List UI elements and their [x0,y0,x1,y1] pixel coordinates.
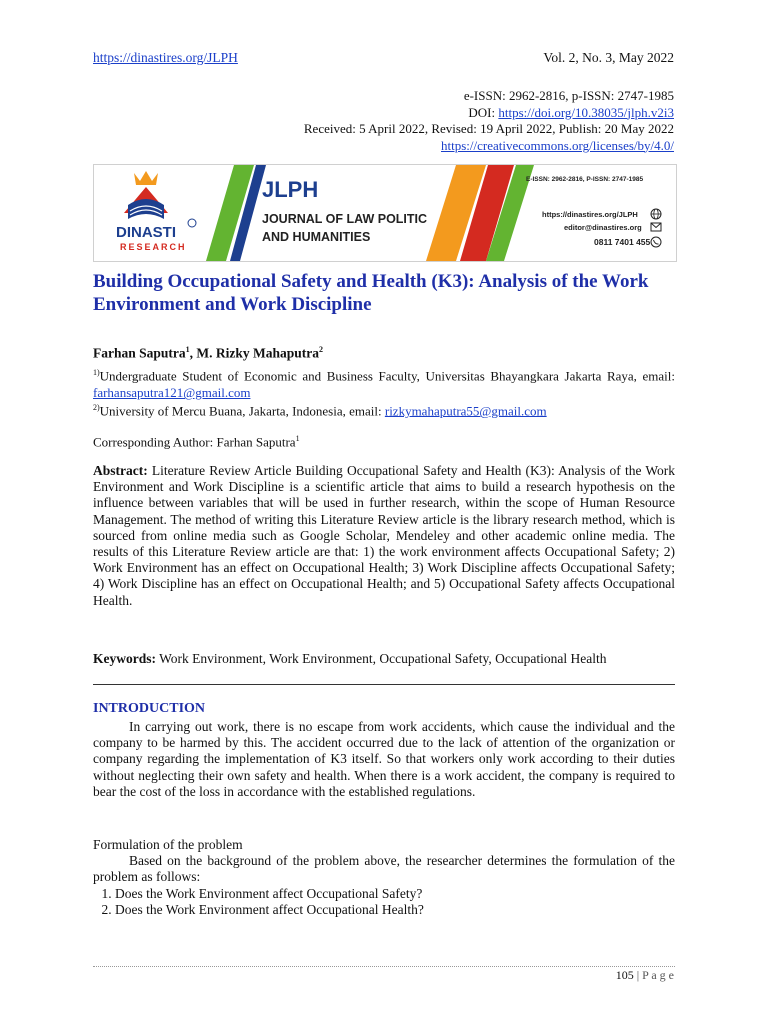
running-header [93,50,674,66]
keywords [93,651,675,667]
banner-website: https://dinastires.org/JLPH [542,210,638,219]
journal-banner [93,164,677,262]
publisher-name: DINASTI [116,224,176,241]
crown-icon [134,171,158,185]
author-name: M. Rizky Mahaputra [196,345,320,361]
footer-divider [93,966,675,967]
author-name: Farhan Saputra [93,345,186,361]
banner-email: editor@dinastires.org [564,223,642,232]
affiliation-2 [93,399,675,419]
publisher-sub: RESEARCH [120,242,187,252]
dates-line: Received: 5 April 2022, Revised: 19 April 2022, Publish: 20 May 2022 [303,121,674,136]
banner-phone: 0811 7401 455 [594,237,651,247]
article-meta [304,88,674,154]
corresponding-author [93,430,675,450]
corresponding-marker: 1 [295,434,300,443]
abstract-text: Literature Review Article Building Occupational Safety and Health (K3): Analysis of the Work Environment and Work Discipline is a scientific article that aims to build a research hypothesis on the influence between variables that will be used in further research, within the scope of Human Resource Management. The method of writing this Literature Review article is the library research method, which is sourced from online media such as Google Scholar, Mendeley and other academic online media. The results of this Literature Review article are that: 1) the work environment affects Occupational Safety; 2) Work Environment has an effect on Occupational Health; 3) Work Discipline affects Occupational Safety; 4) Work Discipline has an effect on Occupational Health; and 5) Occupational Safety affects Occupational Health. [93,463,675,608]
author1-email-link[interactable]: farhansaputra121@gmail.com [93,385,251,401]
author-separator: , [189,345,197,361]
introduction-heading: INTRODUCTION [93,701,206,716]
introduction-paragraph: In carrying out work, there is no escape from work accidents, which cause the individual and the company to be harmed by this. The accident occurred due to the lack of attention of the organization or company regarding the implementation of K3 itself. So that workers only work according to their duties without neglecting their own safety and health. When there is a work accident, the company is required to bear the cost of the loss in accordance with the established regulations. [93,719,675,799]
whatsapp-icon [651,237,661,247]
doi-label: DOI: [468,104,499,120]
affil-text: University of Mercu Buana, Jakarta, Indonesia, email: [99,403,385,419]
license-line [304,138,674,155]
article-title: Building Occupational Safety and Health (K3): Analysis of the Work Environment and Work Discipline [93,271,649,315]
journal-acronym: JLPH [262,177,319,202]
journal-url-link[interactable]: https://dinastires.org/JLPH [93,50,238,65]
author-list [93,345,323,362]
doi-link[interactable]: https://doi.org/10.38035/jlph.v2i3 [498,104,674,120]
affil-text: Undergraduate Student of Economic and Business Faculty, Universitas Bhayangkara Jakarta Raya, email: [99,368,675,384]
dinasti-logo [124,171,196,227]
research-questions [93,886,675,918]
affiliation-1 [93,364,675,401]
journal-name-line2: AND HUMANITIES [262,230,371,244]
list-item: 2. Does the Work Environment affect Occupational Health? [115,902,675,918]
banner-issn: E-ISSN: 2962-2816, P-ISSN: 2747-1985 [526,176,644,183]
question-list [93,886,675,918]
affil-marker: 2) [93,403,100,412]
keywords-label: Keywords: [93,651,156,666]
affil-marker: 1) [93,368,100,377]
globe-icon [651,209,661,219]
mail-icon [651,223,661,231]
page-number: 105 [615,968,634,982]
author-affil-marker: 2 [319,345,324,354]
banner-graphic [94,165,676,261]
formulation-heading: Formulation of the problem [93,837,243,852]
section-divider [93,684,675,685]
page-label: | P a g e [633,968,674,982]
volume-info: Vol. 2, No. 3, May 2022 [543,50,674,65]
keywords-text: Work Environment, Work Environment, Occupational Safety, Occupational Health [156,651,607,666]
page-footer [616,968,674,983]
abstract [93,463,675,609]
doi-line [304,105,674,122]
journal-name-line1: JOURNAL OF LAW POLITIC [262,212,428,226]
list-item: 1. Does the Work Environment affect Occupational Safety? [115,886,675,902]
license-link[interactable]: https://creativecommons.org/licenses/by/4.0/ [441,137,674,153]
author-affil-marker: 1 [185,345,190,354]
issn-line: e-ISSN: 2962-2816, p-ISSN: 2747-1985 [463,88,674,103]
author2-email-link[interactable]: rizkymahaputra55@gmail.com [384,403,547,419]
abstract-label: Abstract: [93,463,148,478]
formulation-paragraph: Based on the background of the problem above, the researcher determines the formulation of the problem as follows: [93,853,675,885]
corresponding-text: Corresponding Author: Farhan Saputra [93,434,296,450]
